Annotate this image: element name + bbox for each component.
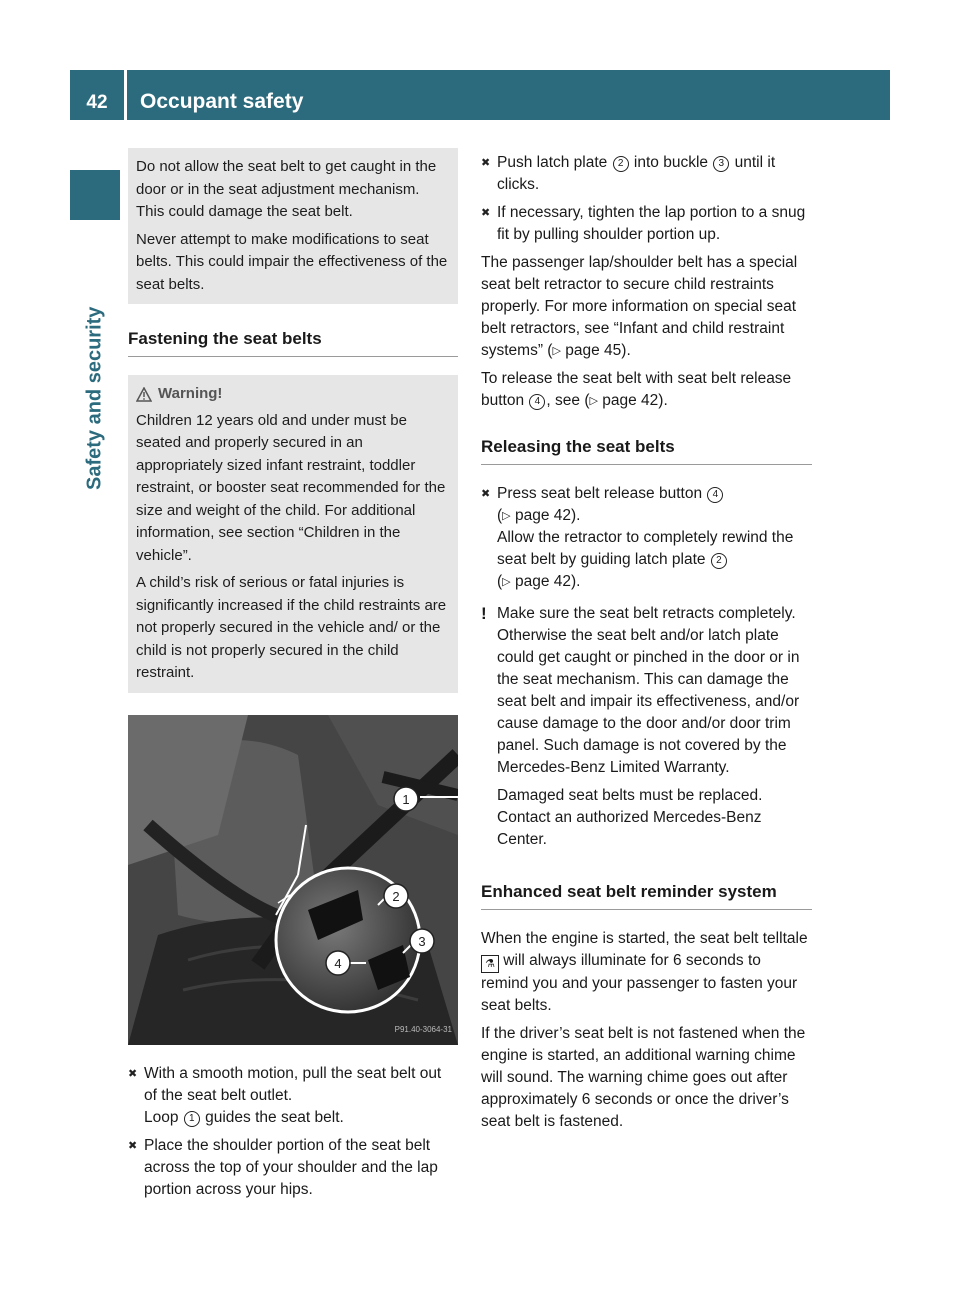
step-text: until it clicks. xyxy=(497,154,776,193)
paragraph-release xyxy=(481,368,812,412)
section-tab-block xyxy=(70,170,120,220)
step-place-belt xyxy=(128,1135,458,1201)
page-title: Occupant safety xyxy=(140,90,304,113)
step-text: guides the seat belt. xyxy=(200,1108,344,1126)
paragraph-text: ). xyxy=(621,342,631,359)
paragraph-chime: If the driver’s seat belt is not fastened when the engine is started, an additional warning chime will sound. The warning chime goes out after approximately 6 seconds or once the driver’s seat belt is fastened. xyxy=(481,1025,806,1130)
section-label: Safety and security xyxy=(83,306,106,490)
step-text: into buckle xyxy=(629,154,713,171)
callout-ref: 4 xyxy=(707,487,723,503)
warning-text-2: A child’s risk of serious or fatal injuries is significantly increased if the child restraints are not properly secured in the vehicle and/ or the child is not properly secured in the child restraint. xyxy=(136,574,447,681)
paragraph-text: , see ( xyxy=(546,392,590,409)
paragraph-text: The passenger lap/shoulder belt has a special seat belt retractor to secure child restraints properly. For more information on special seat belt retractors, see “Infant and child restraint systems” ( xyxy=(481,254,798,359)
page-ref-link[interactable]: page 42 xyxy=(514,573,571,590)
page-ref-arrow-icon: ▷ xyxy=(589,395,598,407)
note-text-1: Make sure the seat belt retracts completely. Otherwise the seat belt and/or latch plate could get caught or pinched in the door or in the seat mechanism. This can damage the seat belt and impair its effectiveness, and/or cause damage to the door and/or door trim panel. Such damage is not covered by the Mercedes-Benz Limited Warranty. xyxy=(497,605,800,776)
page-ref-arrow-icon: ▷ xyxy=(552,345,561,357)
step-arrow-icon: ✖ xyxy=(481,157,491,169)
step-pull-belt xyxy=(128,1063,458,1129)
step-arrow-icon: ✖ xyxy=(128,1139,138,1152)
paragraph-retractor xyxy=(481,252,812,362)
paragraph-text: ). xyxy=(658,392,668,409)
step-arrow-icon: ✖ xyxy=(481,207,491,219)
callout-ref: 4 xyxy=(529,394,545,410)
callout-ref: 1 xyxy=(184,1111,200,1127)
step-text: Allow the retractor to completely rewind the seat belt by guiding latch plate xyxy=(497,529,794,568)
seat-belt-illustration xyxy=(128,715,458,1045)
callout-4-label: 4 xyxy=(334,955,342,971)
step-push-latch xyxy=(481,152,812,196)
right-column xyxy=(481,152,812,1139)
callout-ref: 2 xyxy=(711,553,727,569)
page-ref-arrow-icon: ▷ xyxy=(502,510,511,522)
paragraph-text: To release the seat belt with seat belt release button xyxy=(481,370,792,409)
paragraph-telltale xyxy=(481,928,812,1017)
page-number: 42 xyxy=(86,92,108,113)
warning-label: Warning! xyxy=(158,385,223,402)
paragraph-text: When the engine is started, the seat belt telltale xyxy=(481,930,808,947)
heading-reminder: Enhanced seat belt reminder system xyxy=(481,881,812,910)
step-arrow-icon: ✖ xyxy=(128,1067,138,1080)
warning-header xyxy=(136,383,450,406)
step-text: Place the shoulder portion of the seat belt across the top of your shoulder and the lap portion across your hips. xyxy=(144,1136,438,1198)
note-text-2: Damaged seat belts must be replaced. Contact an authorized Mercedes-Benz Center. xyxy=(497,787,763,848)
step-press-release: ✖ Press seat belt release button 4 (▷ page 42). Allow the retractor to completely rewind the seat belt by guiding latch plate 2 (▷ page 42). xyxy=(481,483,812,593)
seat-belt-figure xyxy=(128,715,458,1045)
step-text: Push latch plate xyxy=(497,154,612,171)
figure-code: P91.40-3064-31 xyxy=(394,1024,452,1034)
step-text: Loop xyxy=(144,1108,183,1126)
paragraph-text: will always illuminate for 6 seconds to remind you and your passenger to fasten your seat belts. xyxy=(481,952,798,1014)
step-text: Press seat belt release button xyxy=(497,485,707,502)
page-ref-arrow-icon: ▷ xyxy=(502,576,511,588)
damage-note xyxy=(481,603,812,857)
caution-text-2: Never attempt to make modifications to seat belts. This could impair the effectiveness of the seat belts. xyxy=(136,230,448,293)
callout-1-label: 1 xyxy=(402,791,410,807)
page-ref-link[interactable]: page 45 xyxy=(565,342,622,359)
warning-box xyxy=(128,375,458,693)
header-divider xyxy=(124,70,127,120)
heading-releasing: Releasing the seat belts xyxy=(481,436,812,465)
warning-text-1: Children 12 years old and under must be seated and properly secured in an appropriately sized infant restraint, toddler restraint, or booster seat recommended for the size and weight of the child. For additional information, see section “Children in the vehicle”. xyxy=(136,411,446,564)
step-text: If necessary, tighten the lap portion to a snug fit by pulling shoulder portion up. xyxy=(497,204,806,243)
heading-fastening: Fastening the seat belts xyxy=(128,328,458,357)
seat-belt-telltale-icon: ⚗ xyxy=(481,955,499,973)
step-tighten xyxy=(481,202,812,246)
exclamation-icon: ! xyxy=(481,604,487,623)
page-ref-link[interactable]: page 42 xyxy=(514,507,571,524)
callout-ref: 2 xyxy=(613,156,629,172)
step-text: With a smooth motion, pull the seat belt out of the seat belt outlet. xyxy=(144,1064,442,1104)
callout-3-label: 3 xyxy=(418,933,426,949)
caution-text-1: Do not allow the seat belt to get caught in the door or in the seat adjustment mechanism. This could damage the seat belt. xyxy=(136,158,437,220)
left-column xyxy=(128,148,458,1207)
callout-2-label: 2 xyxy=(392,888,400,904)
caution-box xyxy=(128,148,458,304)
warning-triangle-icon xyxy=(136,387,152,402)
step-arrow-icon: ✖ xyxy=(481,488,491,500)
callout-ref: 3 xyxy=(713,156,729,172)
page-ref-link[interactable]: page 42 xyxy=(602,392,659,409)
